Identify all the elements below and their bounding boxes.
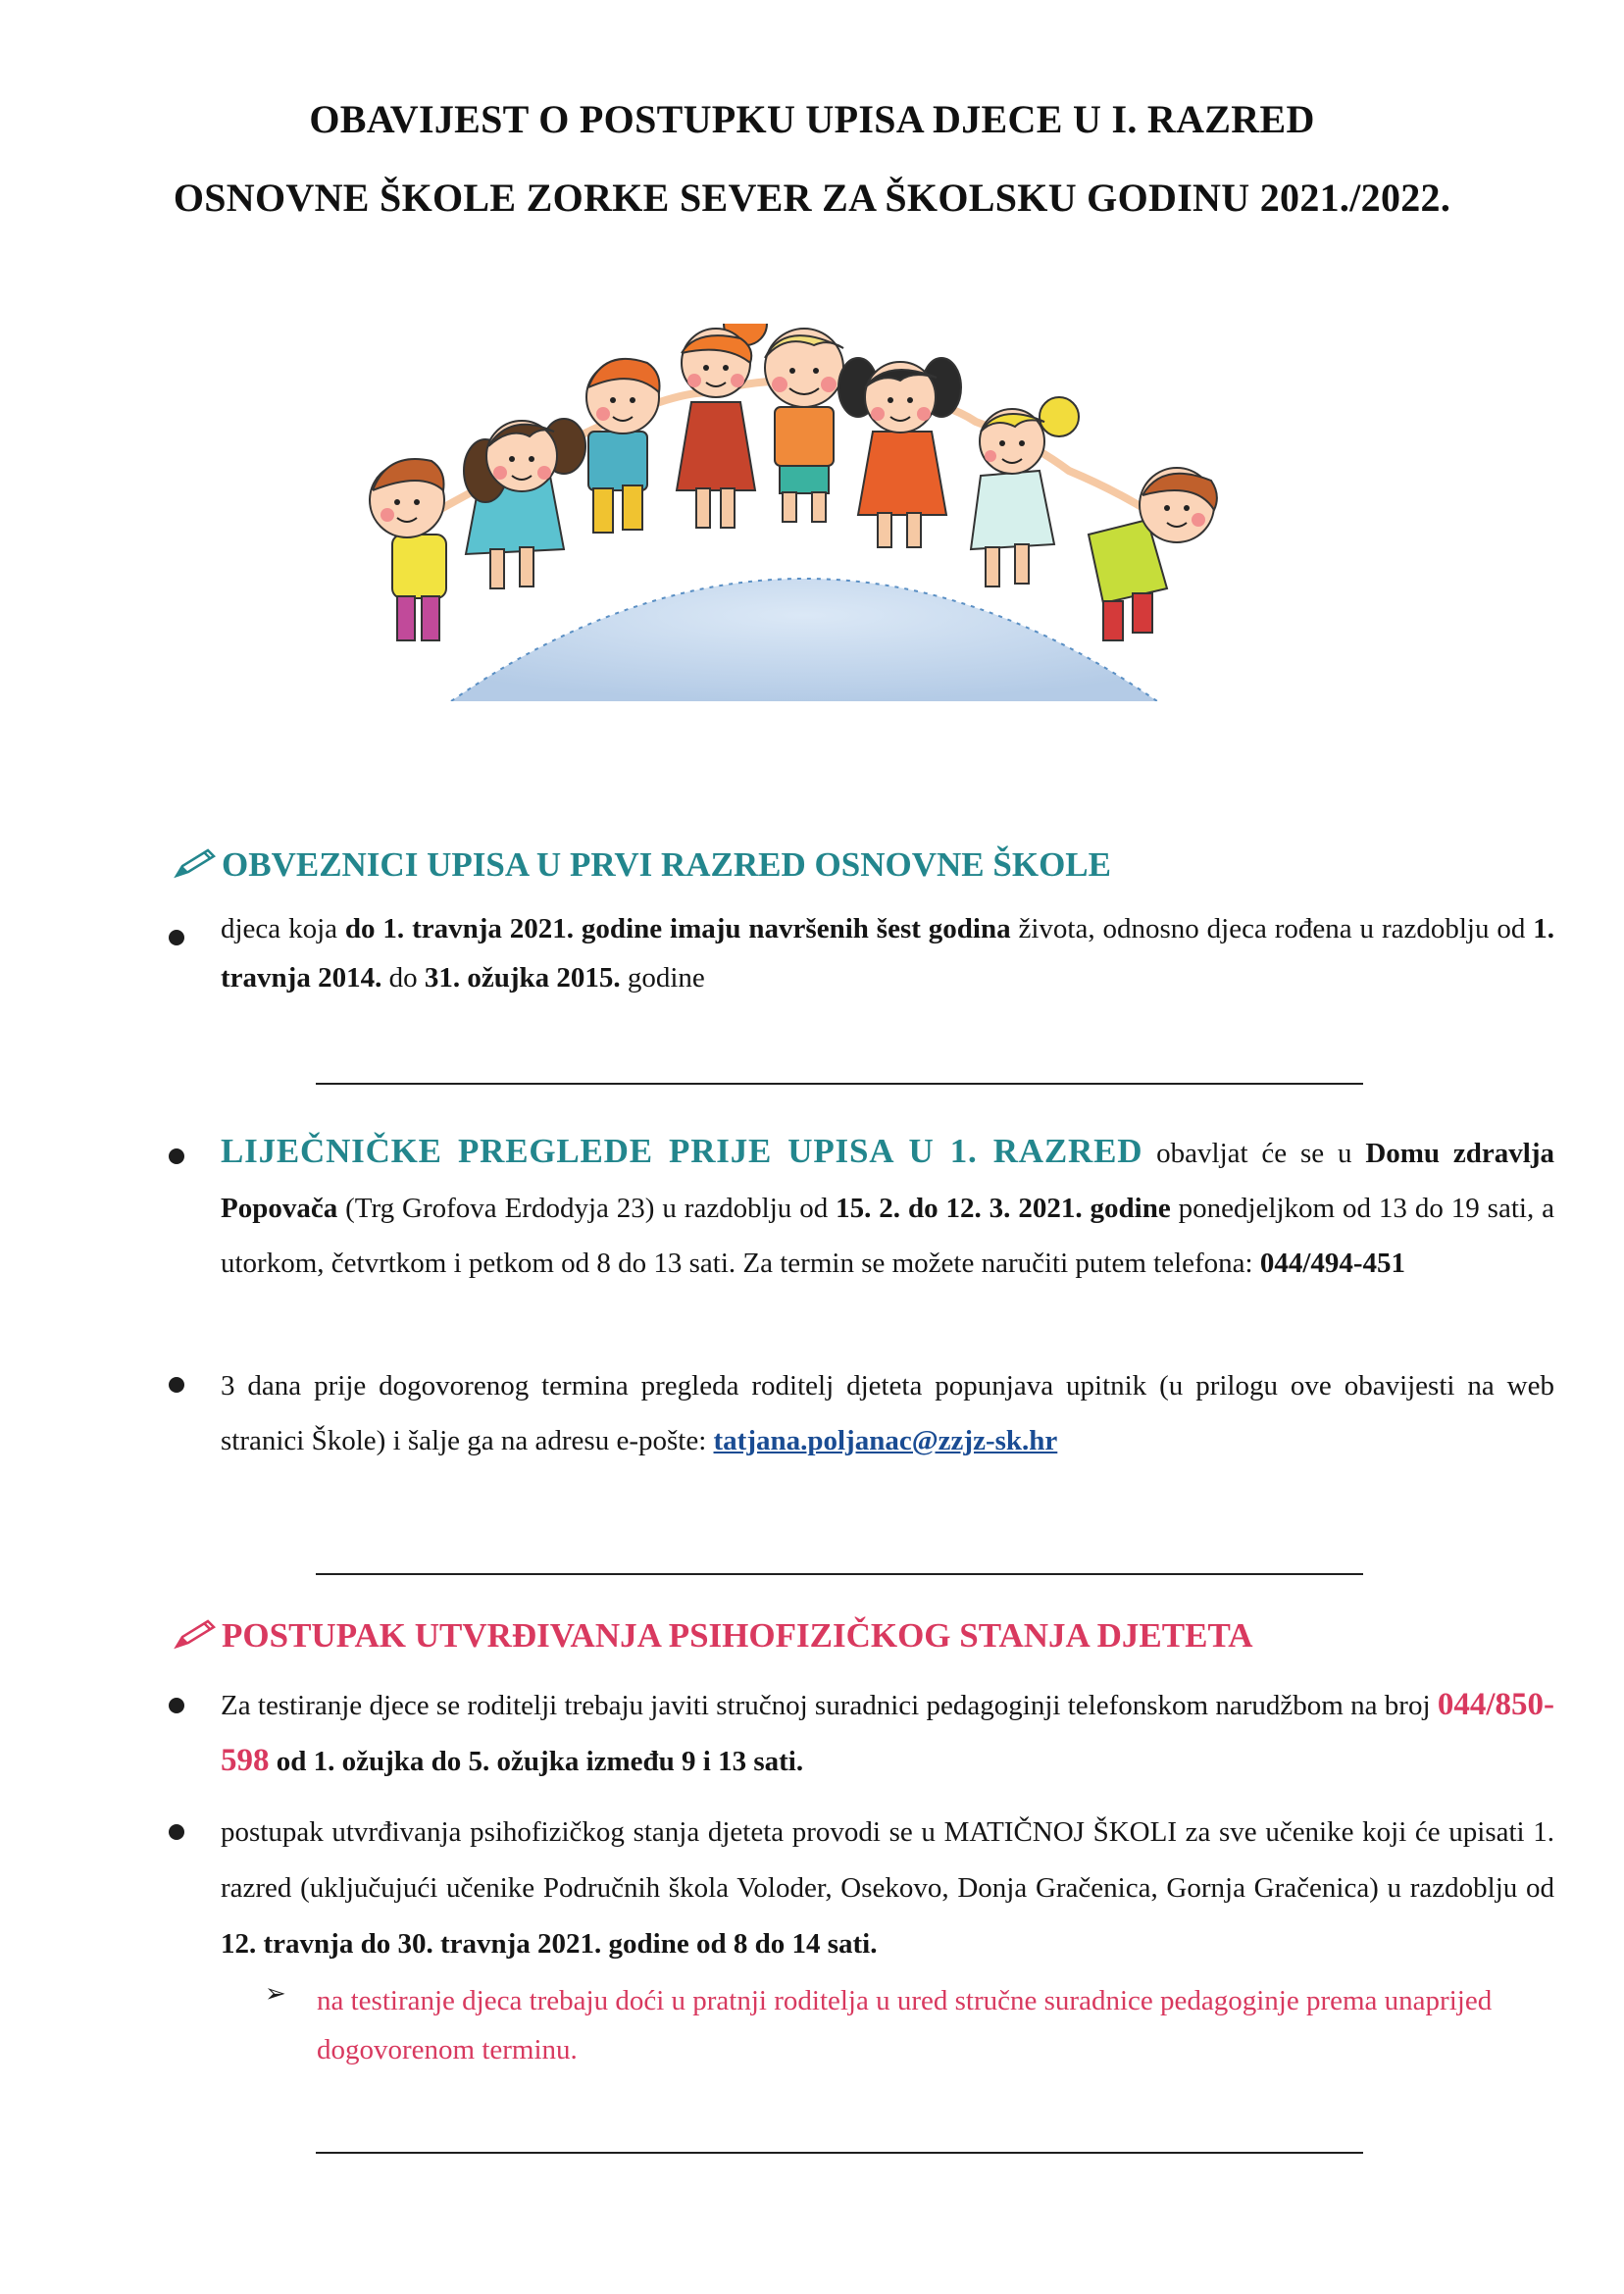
testing-contact-paragraph: Za testiranje djece se roditelji trebaju javiti stručnoj suradnici pedagoginji telefonskom narudžbom na broj 044/850-598 od 1. ožujka do 5. ožujka između 9 i 13 sati. bbox=[221, 1687, 1554, 1778]
enrollment-eligibility-paragraph: djeca koja do 1. travnja 2021. godine imaju navršenih šest godina života, odnosno djeca rođena u razdoblju od 1. travnja 2014. do 31. ožujka 2015. godine bbox=[221, 913, 1554, 994]
section-divider bbox=[316, 1573, 1363, 1575]
document-title-line-2: OSNOVNE ŠKOLE ZORKE SEVER ZA ŠKOLSKU GODINU 2021./2022. bbox=[173, 176, 1451, 220]
pencil-icon bbox=[173, 846, 218, 880]
section-divider bbox=[316, 2152, 1363, 2154]
phone-number: 044/850-598 bbox=[221, 1687, 1554, 1778]
section-heading-psychophysical bbox=[173, 1616, 1252, 1656]
arrow-bullet-icon: ➢ bbox=[265, 1979, 286, 2008]
bullet-point bbox=[169, 1148, 184, 1164]
child-figure bbox=[765, 329, 843, 522]
document-title-line-1: OBAVIJEST O POSTUPKU UPISA DJECE U I. RAZRED bbox=[309, 97, 1315, 141]
section-divider bbox=[316, 1083, 1363, 1085]
section-heading-text: POSTUPAK UTVRĐIVANJA PSIHOFIZIČKOG STANJA DJETETA bbox=[222, 1616, 1253, 1655]
email-link[interactable]: tatjana.poljanac@zzjz-sk.hr bbox=[713, 1425, 1058, 1456]
child-figure bbox=[370, 459, 446, 640]
section-heading-enrollment bbox=[173, 845, 1111, 885]
bullet-point bbox=[169, 1377, 184, 1393]
child-figure bbox=[971, 397, 1079, 586]
bullet-point bbox=[169, 1824, 184, 1840]
testing-note-paragraph: na testiranje djeca trebaju doći u pratnji roditelja u ured stručne suradnice pedagoginje prema unaprijed dogovorenom terminu. bbox=[317, 1985, 1493, 2065]
medical-exam-heading: LIJEČNIČKE PREGLEDE PRIJE UPISA U 1. RAZRED bbox=[221, 1132, 1143, 1170]
globe-shape bbox=[451, 579, 1157, 701]
child-figure bbox=[677, 324, 767, 528]
section-heading-text: OBVEZNICI UPISA U PRVI RAZRED OSNOVNE ŠKOLE bbox=[222, 845, 1111, 884]
bullet-point bbox=[169, 930, 184, 945]
testing-procedure-paragraph: postupak utvrđivanja psihofizičkog stanja djeteta provodi se u MATIČNOJ ŠKOLI za sve učenike koji će upisati 1. razred (uključujući učenike Područnih škola Voloder, Osekovo, Donja Gračenica, Gornja Gračenica) u razdoblju od 12. travnja do 30. travnja 2021. godine od 8 do 14 sati. bbox=[221, 1816, 1554, 1960]
questionnaire-paragraph: 3 dana prije dogovorenog termina pregleda roditelj djeteta popunjava upitnik (u prilogu ove obavijesti na web stranici Škole) i šalje ga na adresu e-pošte: tatjana.poljanac@zzjz-sk.hr bbox=[221, 1370, 1554, 1456]
child-figure bbox=[464, 419, 585, 588]
medical-exam-paragraph: LIJEČNIČKE PREGLEDE PRIJE UPISA U 1. RAZRED obavljat će se u Domu zdravlja Popovača (Trg Grofova Erdodyja 23) u razdoblju od 15. 2. do 12. 3. 2021. godine ponedjeljkom od 13 do 19 sati, a utorkom, četvrtkom i petkom od 8 do 13 sati. Za termin se možete naručiti putem telefona: 044/494-451 bbox=[221, 1132, 1554, 1279]
child-figure bbox=[838, 358, 961, 547]
children-on-globe-illustration bbox=[353, 324, 1255, 701]
bullet-point bbox=[169, 1698, 184, 1713]
pencil-icon bbox=[173, 1617, 218, 1651]
child-figure bbox=[586, 359, 660, 533]
child-figure bbox=[1089, 468, 1217, 640]
